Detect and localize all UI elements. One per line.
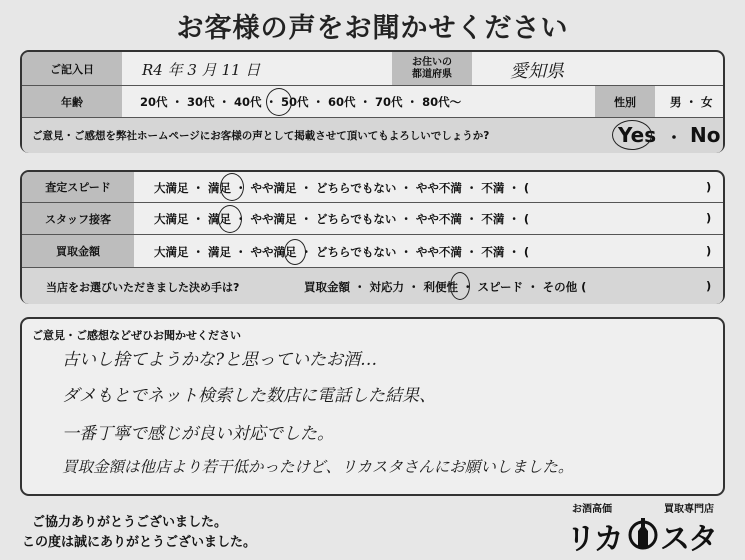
date-row — [22, 52, 723, 86]
deciding-close: ) — [706, 279, 712, 293]
ratings-box — [20, 170, 725, 304]
deciding-label: 当店をお選びいただきました決め手は? — [46, 281, 240, 294]
age-label: 年齢 — [22, 86, 122, 117]
date-label: ご記入日 — [22, 52, 122, 85]
footer-thanks-1: ご協力ありがとうございました。 — [32, 515, 228, 530]
comments-box — [20, 317, 725, 496]
logo-name-left: リカ — [566, 522, 622, 557]
price-selected-circle — [284, 239, 306, 265]
deciding-options: 買取金額 ・ 対応力 ・ 利便性 ・ スピード ・ その他 ( — [304, 280, 587, 294]
staff-scale: 大満足 ・ 満足 ・ やや満足 ・ どちらでもない ・ やや不満 ・ 不満 ・ ( — [154, 212, 530, 226]
deciding-row — [22, 268, 723, 304]
consent-yes: Yes — [618, 123, 657, 147]
speed-scale: 大満足 ・ 満足 ・ やや満足 ・ どちらでもない ・ やや不満 ・ 不満 ・ ( — [154, 181, 530, 195]
comment-line: 一番丁寧で感じが良い対応でした。 — [62, 424, 334, 444]
consent-sep: ・ — [666, 128, 683, 147]
consent-row — [22, 118, 723, 153]
speed-row — [22, 172, 723, 203]
prefecture-label: お住いの 都道府県 — [392, 52, 472, 85]
age-row — [22, 86, 723, 118]
staff-row — [22, 203, 723, 235]
date-value: R4 年 3 月 11 日 — [142, 61, 261, 79]
prefecture-value: 愛知県 — [510, 61, 564, 82]
gender-options: 男 ・ 女 — [670, 95, 713, 109]
comments-heading: ご意見・ご感想などぜひお聞かせください — [32, 329, 241, 342]
comment-line: 買取金額は他店より若干低かったけど、リカスタさんにお願いしました。 — [62, 458, 574, 476]
consent-yes-circle — [612, 120, 652, 150]
logo-tagline-right: 買取専門店 — [664, 504, 714, 515]
staff-close: ) — [706, 211, 712, 225]
page-title: お客様の声をお聞かせください — [176, 13, 569, 44]
logo-name-right: スタ — [660, 522, 716, 557]
staff-selected-circle — [218, 205, 242, 233]
comment-line: 古いし捨てようかな?と思っていたお酒… — [62, 350, 378, 370]
price-scale: 大満足 ・ 満足 ・ やや満足 ・ どちらでもない ・ やや不満 ・ 不満 ・ ( — [154, 245, 530, 259]
info-box — [20, 50, 725, 153]
footer-thanks-2: この度は誠にありがとうございました。 — [22, 535, 257, 550]
staff-label: スタッフ接客 — [22, 203, 134, 234]
logo-bottle-icon — [628, 516, 658, 550]
speed-close: ) — [706, 180, 712, 194]
comment-line: ダメもとでネット検索した数店に電話した結果、 — [62, 386, 436, 406]
age-options: 20代 ・ 30代 ・ 40代 ・ 50代 ・ 60代 ・ 70代 ・ 80代〜 — [140, 95, 462, 109]
consent-question: ご意見・ご感想を弊社ホームページにお客様の声として掲載させて頂いてもよろしいでしょうか? — [32, 130, 490, 142]
consent-no: No — [690, 123, 721, 147]
price-label: 買取金額 — [22, 235, 134, 267]
age-selected-circle — [266, 88, 292, 116]
gender-label: 性別 — [595, 86, 655, 117]
logo-tagline-left: お酒高価 — [572, 504, 612, 515]
price-close: ) — [706, 244, 712, 258]
rikasta-logo — [560, 498, 735, 556]
speed-selected-circle — [220, 173, 244, 201]
price-row — [22, 235, 723, 268]
deciding-selected-circle — [450, 272, 470, 300]
speed-label: 査定スピード — [22, 172, 134, 202]
